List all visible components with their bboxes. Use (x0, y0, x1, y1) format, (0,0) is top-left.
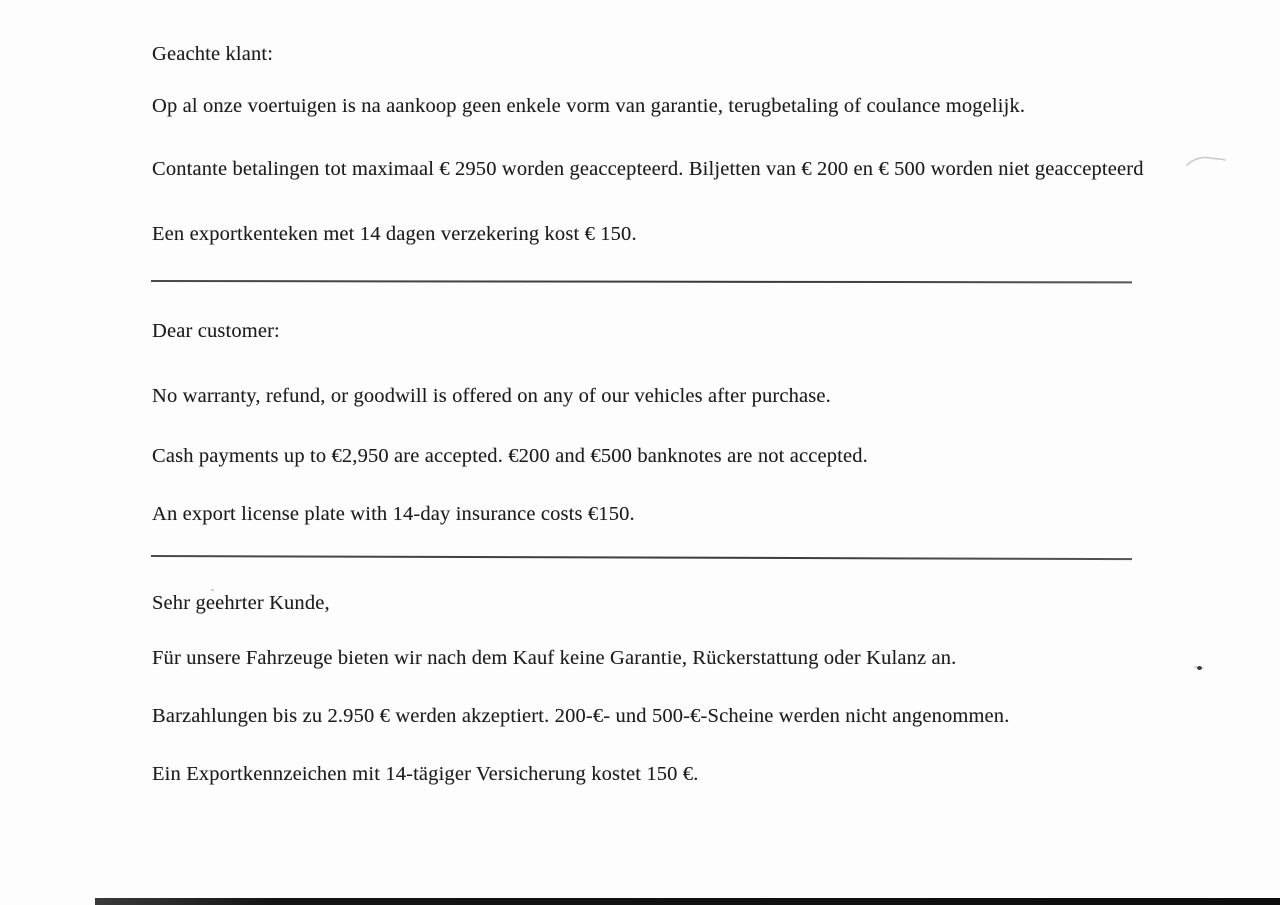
ink-dot-artifact (1197, 666, 1202, 670)
dutch-cash-payment-text: Contante betalingen tot maximaal € 2950 worden geaccepteerd. Biljetten van € 200 en € 500 worden niet geaccepteerd (152, 158, 1144, 180)
german-cash-payment-text: Barzahlungen bis zu 2.950 € werden akzeptiert. 200-€- und 500-€-Scheine werden nicht angenommen. (152, 705, 1010, 727)
german-warranty-text: Für unsere Fahrzeuge bieten wir nach dem Kauf keine Garantie, Rückerstattung oder Kulanz an. (152, 647, 957, 669)
scan-edge-artifact (95, 898, 1280, 905)
dutch-warranty-text: Op al onze voertuigen is na aankoop geen enkele vorm van garantie, terugbetaling of coulance mogelijk. (152, 95, 1026, 117)
pen-mark-artifact (1185, 150, 1227, 172)
english-export-plate-text: An export license plate with 14-day insurance costs €150. (152, 503, 635, 525)
speck-artifact (211, 589, 214, 591)
dutch-export-plate-text: Een exportkenteken met 14 dagen verzekering kost € 150. (152, 223, 637, 245)
german-greeting: Sehr geehrter Kunde, (152, 592, 330, 614)
dutch-greeting: Geachte klant: (152, 43, 274, 65)
german-export-plate-text: Ein Exportkennzeichen mit 14-tägiger Versicherung kostet 150 €. (152, 763, 699, 785)
english-cash-payment-text: Cash payments up to €2,950 are accepted. €200 and €500 banknotes are not accepted. (152, 445, 868, 467)
section-divider-2 (151, 555, 1132, 560)
english-warranty-text: No warranty, refund, or goodwill is offered on any of our vehicles after purchase. (152, 385, 831, 407)
section-divider-1 (151, 280, 1132, 283)
english-greeting: Dear customer: (152, 320, 280, 342)
